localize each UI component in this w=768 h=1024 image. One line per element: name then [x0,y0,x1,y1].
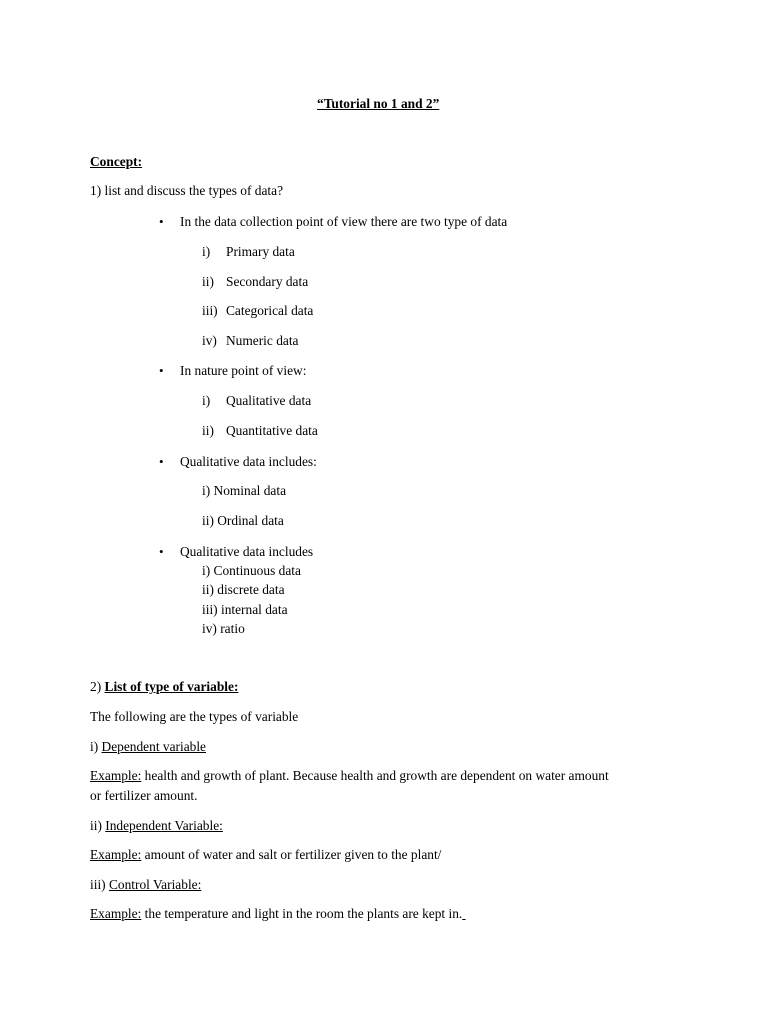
list-item-number: ii) [202,423,214,438]
question-2-heading [90,679,238,695]
list-item-number: iii) [202,303,218,318]
list-item-number: ii) [202,274,214,289]
question-1: 1) list and discuss the types of data? [90,183,284,198]
list-item: Numeric data [226,333,299,348]
list-item: Qualitative data [226,393,312,408]
variable-heading [90,739,206,755]
bullet-icon: • [159,214,164,229]
variable-prefix: i) [90,739,102,754]
question-2-title: List of type of variable: [104,679,239,694]
list-item: iv) ratio [202,621,245,636]
list-item: ii) Ordinal data [202,513,284,528]
variable-heading [90,818,223,834]
list-item: Categorical data [226,303,314,318]
group2-label: In nature point of view: [180,363,307,378]
list-item-number: i) [202,244,211,259]
bullet-icon: • [159,544,164,559]
variable-heading [90,877,201,893]
bullet-icon: • [159,363,164,378]
variable-example [90,906,466,922]
concept-heading: Concept: [90,154,143,169]
variable-prefix: iii) [90,877,109,892]
list-item: Primary data [226,244,295,259]
page-title: “Tutorial no 1 and 2” [317,96,440,111]
trailing-underline [462,906,465,921]
list-item: ii) discrete data [202,582,285,597]
group4-label: Qualitative data includes [180,544,314,559]
list-item: iii) internal data [202,602,288,617]
group3-label: Qualitative data includes: [180,454,317,469]
example-label: Example: [90,847,142,862]
question-2-prefix: 2) [90,679,105,694]
variable-name: Control Variable: [108,877,202,892]
group1-label: In the data collection point of view there are two type of data [180,214,508,229]
list-item: Secondary data [226,274,309,289]
example-text: amount of water and salt or fertilizer given to the plant/ [141,847,442,862]
variable-example-continued: or fertilizer amount. [90,788,198,803]
variable-name: Independent Variable: [105,818,223,833]
example-label: Example: [90,906,142,921]
variable-name: Dependent variable [101,739,207,754]
variable-example [90,847,441,863]
list-item: i) Continuous data [202,563,301,578]
variable-prefix: ii) [90,818,106,833]
variables-intro: The following are the types of variable [90,709,299,724]
list-item-number: i) [202,393,211,408]
example-label: Example: [90,768,142,783]
example-text: the temperature and light in the room the plants are kept in. [141,906,463,921]
variable-example [90,768,609,784]
list-item: i) Nominal data [202,483,287,498]
bullet-icon: • [159,454,164,469]
list-item-number: iv) [202,333,217,348]
example-text: health and growth of plant. Because health and growth are dependent on water amount [141,768,609,783]
list-item: Quantitative data [226,423,318,438]
